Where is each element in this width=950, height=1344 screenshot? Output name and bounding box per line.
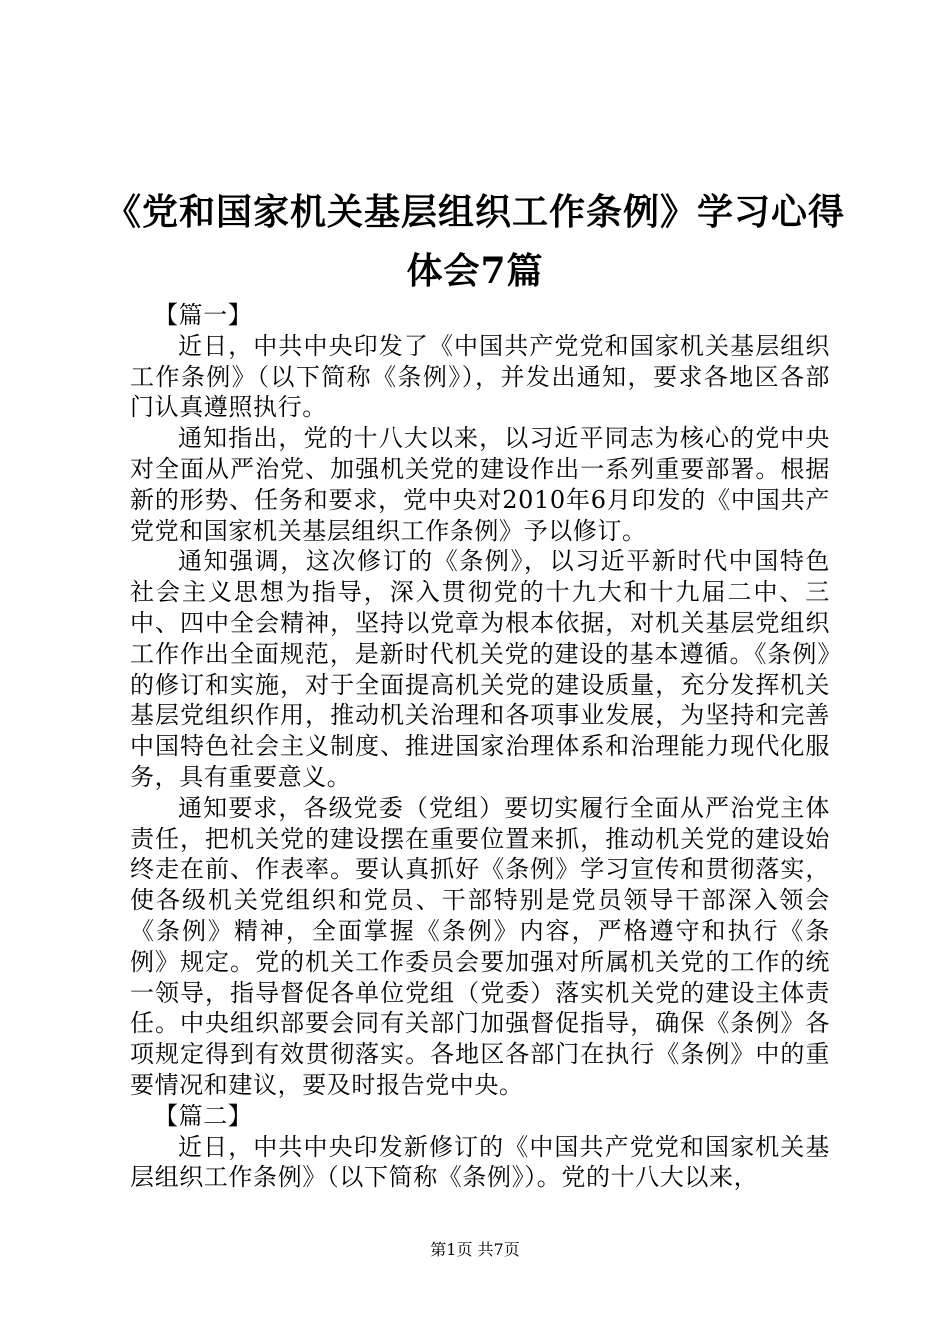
paragraph: 通知强调，这次修订的《条例》，以习近平新时代中国特色社会主义思想为指导，深入贯彻党的十九大和十九届二中、三中、四中全会精神，坚持以党章为根本依据，对机关基层党组织工作作出全面规范，是新时代机关党的建设的基本遵循。《条例》的修订和实施，对于全面提高机关党的建设质量，充分发挥机关基层党组织作用，推动机关治理和各项事业发展，为坚持和完善中国特色社会主义制度、推进国家治理体系和治理能力现代化服务，具有重要意义。	[130, 547, 830, 791]
paragraph: 近日，中共中央印发了《中国共产党党和国家机关基层组织工作条例》（以下简称《条例》），并发出通知，要求各地区各部门认真遵照执行。	[130, 331, 830, 422]
section-heading-2: 【篇二】	[154, 1101, 253, 1130]
paragraph: 近日，中共中央印发新修订的《中国共产党党和国家机关基层组织工作条例》（以下简称《条例》）。党的十八大以来，	[130, 1132, 830, 1192]
paragraph: 通知指出，党的十八大以来，以习近平同志为核心的党中央对全面从严治党、加强机关党的建设作出一系列重要部署。根据新的形势、任务和要求，党中央对2010年6月印发的《中国共产党党和国家机关基层组织工作条例》予以修订。	[130, 424, 830, 545]
document-title-line-1: 《党和国家机关基层组织工作条例》学习心得	[104, 191, 845, 233]
section-heading-1: 【篇一】	[154, 301, 253, 329]
document-title-line-2: 体会7篇	[406, 250, 544, 292]
document-body	[130, 300, 830, 1193]
page-number-footer: 第1页 共7页	[430, 1240, 520, 1259]
paragraph: 通知要求，各级党委（党组）要切实履行全面从严治党主体责任，把机关党的建设摆在重要位置来抓，推动机关党的建设始终走在前、作表率。要认真抓好《条例》学习宣传和贯彻落实，使各级机关党组织和党员、干部特别是党员领导干部深入领会《条例》精神，全面掌握《条例》内容，严格遵守和执行《条例》规定。党的机关工作委员会要加强对所属机关党的工作的统一领导，指导督促各单位党组（党委）落实机关党的建设主体责任。中央组织部要会同有关部门加强督促指导，确保《条例》各项规定得到有效贯彻落实。各地区各部门在执行《条例》中的重要情况和建议，要及时报告党中央。	[130, 793, 830, 1099]
